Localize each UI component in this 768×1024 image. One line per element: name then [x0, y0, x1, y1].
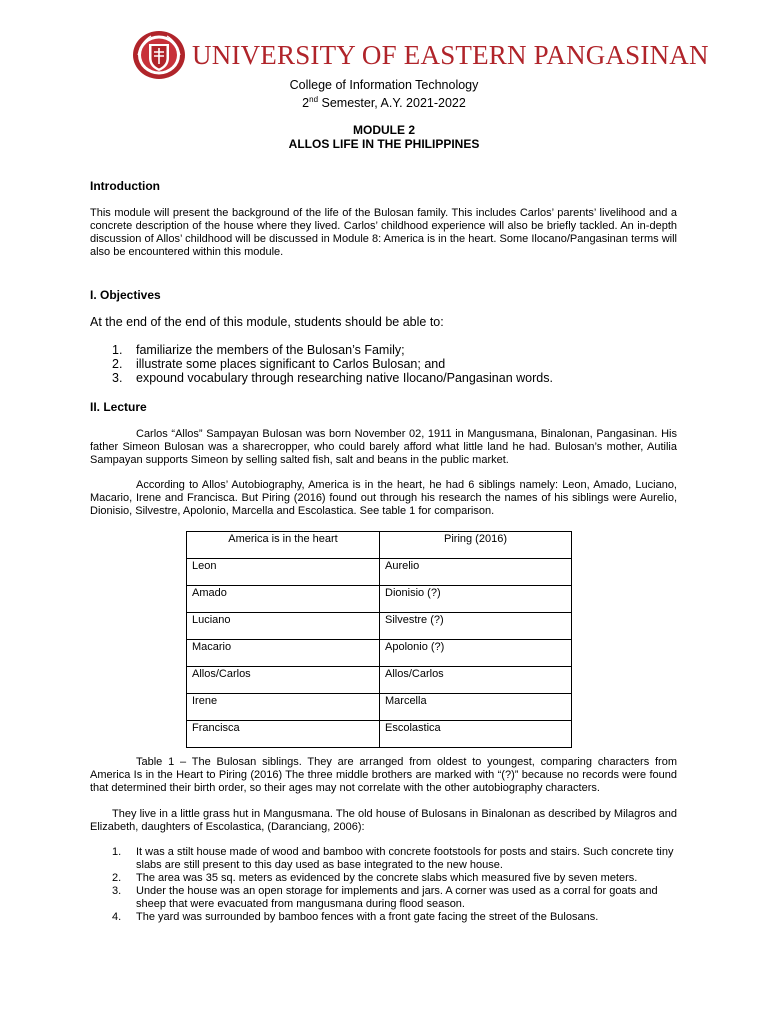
lecture-paragraph-2: According to Allos’ Autobiography, America is in the heart, he had 6 siblings namely: Leon, Amado, Luciano, Macario, Irene and Francisca. But Piring (2016) found out through his research the names of his siblings were Aurelio, Dionisio, Silvestre, Apolonio, Marcella and Escolastica. See table 1 for comparison. — [90, 479, 677, 517]
college-name: College of Information Technology — [289, 78, 479, 92]
table-cell: Aurelio — [380, 559, 572, 586]
objectives-heading: I. Objectives — [90, 288, 161, 302]
table-row — [187, 559, 572, 586]
lecture-heading: II. Lecture — [90, 400, 147, 414]
list-item: 2. The area was 35 sq. meters as evidenced by the concrete slabs which measured five by seven meters. — [112, 872, 638, 884]
semester-line — [0, 95, 768, 110]
table-cell: Silvestre (?) — [380, 613, 572, 640]
list-item: 1. familiarize the members of the Bulosan’s Family; — [112, 343, 405, 357]
table-row — [187, 613, 572, 640]
table-cell: Irene — [187, 694, 380, 721]
table-row — [187, 586, 572, 613]
lecture-paragraph-3: They live in a little grass hut in Mangusmana. The old house of Bulosans in Binalonan as described by Milagros and Elizabeth, daughters of Escolastica, (Daranciang, 2006): — [90, 808, 677, 833]
table-header: Piring (2016) — [380, 532, 572, 559]
semester-superscript: nd — [309, 95, 319, 104]
table-cell: Leon — [187, 559, 380, 586]
list-item: 3. expound vocabulary through researching native Ilocano/Pangasinan words. — [112, 371, 553, 385]
table-cell: Dionisio (?) — [380, 586, 572, 613]
list-item: 2. illustrate some places significant to Carlos Bulosan; and — [112, 357, 446, 371]
table-header: America is in the heart — [187, 532, 380, 559]
table-row — [187, 667, 572, 694]
table-row — [187, 640, 572, 667]
table-cell: Marcella — [380, 694, 572, 721]
introduction-text: This module will present the background of the life of the Bulosan family. This includes Carlos’ parents’ livelihood and a concrete description of the house where they lived. Carlos’ childhood experience will also be briefly tackled. An in-depth discussion of Allos’ childhood will be discussed in Module 8: America is in the heart. Some Ilocano/Pangasinan terms will also be encountered within this module. — [90, 207, 677, 258]
house-description-list — [112, 846, 677, 924]
table-header-row — [187, 532, 572, 559]
objectives-lead: At the end of the end of this module, students should be able to: — [90, 315, 444, 329]
table-cell: Allos/Carlos — [380, 667, 572, 694]
table-cell: Macario — [187, 640, 380, 667]
university-name: UNIVERSITY OF EASTERN PANGASINAN — [192, 40, 709, 70]
table-cell: Allos/Carlos — [187, 667, 380, 694]
university-seal-logo — [132, 30, 186, 80]
lecture-paragraph-1: Carlos “Allos” Sampayan Bulosan was born November 02, 1911 in Mangusmana, Binalonan, Pangasinan. His father Simeon Bulosan was a sharecropper, who could barely afford what little land he had. Bulosan’s mother, Autilia Sampayan supports Simeon by selling salted fish, salt and beans in the public market. — [90, 428, 677, 466]
table-cell: Francisca — [187, 721, 380, 748]
table-caption: Table 1 – The Bulosan siblings. They are arranged from oldest to youngest, comparing characters from America Is in the Heart to Piring (2016) The three middle brothers are marked with “(?)” because no records were found that determined their birth order, so their ages may not correlate with the other autobiography characters. — [90, 756, 677, 794]
siblings-table — [186, 531, 572, 748]
semester-rest: Semester, A.Y. 2021-2022 — [318, 96, 466, 111]
table-row — [187, 694, 572, 721]
introduction-heading: Introduction — [90, 179, 160, 193]
semester-number: 2 — [302, 96, 310, 111]
table-cell: Amado — [187, 586, 380, 613]
table-row — [187, 721, 572, 748]
objectives-list — [112, 343, 553, 385]
table-cell: Luciano — [187, 613, 380, 640]
module-title: ALLOS LIFE IN THE PHILIPPINES — [288, 137, 480, 151]
list-item: 3. Under the house was an open storage for implements and jars. A corner was used as a corral for goats and sheep that were evacuated from mangusmana during flood season. — [112, 885, 658, 910]
table-cell: Apolonio (?) — [380, 640, 572, 667]
university-header — [132, 30, 709, 80]
module-number: MODULE 2 — [352, 123, 415, 137]
table-cell: Escolastica — [380, 721, 572, 748]
list-item: 1. It was a stilt house made of wood and bamboo with concrete footstools for posts and stairs. Such concrete tiny slabs are still present to this day used as base integrated to the new house. — [112, 846, 674, 871]
list-item: 4. The yard was surrounded by bamboo fences with a front gate facing the street of the Bulosans. — [112, 911, 599, 923]
